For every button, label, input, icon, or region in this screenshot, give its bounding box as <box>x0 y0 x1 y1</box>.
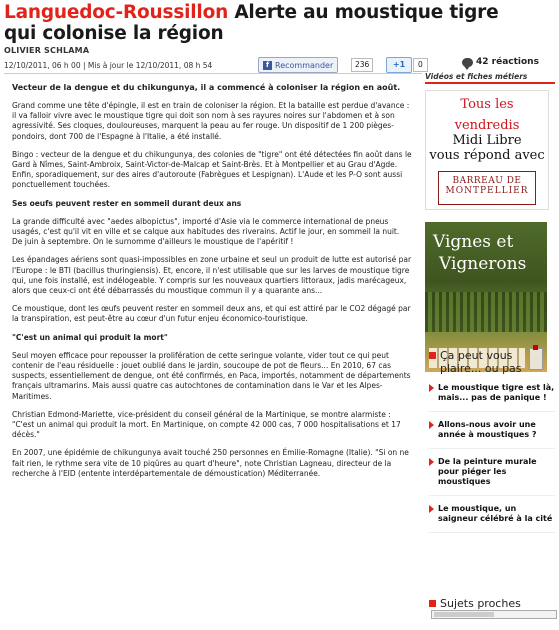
related-item[interactable] <box>429 504 555 533</box>
headline: Alerte au moustique tigre qui colonise la région <box>4 2 499 44</box>
header-divider <box>4 73 422 74</box>
article-title <box>4 2 524 44</box>
reactions-count: 42 réactions <box>476 57 539 67</box>
ad-line: Tous les <box>460 97 514 112</box>
arrow-right-icon <box>429 458 434 466</box>
related-item[interactable] <box>429 383 555 412</box>
article-paragraph: Bingo : vecteur de la dengue et du chikungunya, des colonies de "tigre" ont été détectées fin août dans le Gard à Nîmes, Saint-Ambroix, Saint-Victor-de-Malcap et Saint-Brès. Et à Montpellier et au Grau d'Agde. Enfin, sporadiquement, sur des aires d'autoroute (Fabrègues et Lespignan). L'Aude et les P-O sont aussi ponctuellement touchées. <box>12 149 412 190</box>
vineyard-image <box>425 292 547 332</box>
arrow-right-icon <box>429 505 434 513</box>
horizontal-scrollbar[interactable] <box>431 610 557 619</box>
sidebar <box>425 72 555 372</box>
dateline: 12/10/2011, 06 h 00 | Mis à jour le 12/10/2011, 08 h 54 <box>4 61 213 70</box>
ad-line: vous répond avec <box>429 148 545 163</box>
facebook-recommend-label: Recommander <box>275 60 334 70</box>
red-square-icon <box>429 352 436 359</box>
gplus-button[interactable]: +1 <box>386 57 412 73</box>
article-paragraph: Seul moyen efficace pour repousser la prolifération de cette seringue volante, vider tout ce qui peut contenir de l'eau résiduelle : jouet oublié dans le jardin, soucoupe de pot de fleurs... En 2010, 67 cas suspects, essentiellement de dengue, ont été confirmés, en Paca, importés, notamment de départements français ultramarins. Mais aussi quatre cas autochtones de contamination dans le Var et les Alpes-Maritimes. <box>12 350 411 401</box>
related-item-label: De la peinture murale pour piéger les moustiques <box>438 457 537 486</box>
article-subheading: "C'est un animal qui produit la mort" <box>12 332 168 342</box>
sujets-proches-label: Sujets proches <box>440 597 521 610</box>
ad-title: Vignerons <box>439 254 527 274</box>
region-label[interactable]: Languedoc-Roussillon <box>4 2 229 23</box>
article-paragraph: La grande difficulté avec "aedes albopictus", importé d'Asie via le commerce international de pneus usagés, c'est qu'il vit en ville et se calque aux habitudes des riverains. Actif le jour, en sommeil la nuit. De juin à septembre. On le surnomme d'ailleurs le moustique de l'apéritif ! <box>12 216 400 247</box>
gplus-count: 0 <box>413 58 428 72</box>
red-square-icon <box>429 600 436 607</box>
related-box <box>425 349 555 533</box>
article-lead: Vecteur de la dengue et du chikungunya, il a commencé à coloniser la région en août. <box>12 83 401 92</box>
author-name[interactable]: OLIVIER SCHLAMA <box>4 46 90 55</box>
sidebar-header[interactable]: Vidéos et fiches métiers <box>425 72 555 84</box>
arrow-right-icon <box>429 384 434 392</box>
barreau-logo <box>438 171 536 205</box>
facebook-recommend-button[interactable] <box>258 57 338 73</box>
ad-line: vendredis <box>454 118 520 133</box>
sujets-proches-heading[interactable] <box>429 597 521 610</box>
article-paragraph: Ce moustique, dont les œufs peuvent rester en sommeil deux ans, et qui est attiré par le CO2 dégagé par la transpiration, est peut-être au cœur d'un futur enjeu économico-touristique. <box>12 304 411 324</box>
ad-line: Midi Libre <box>452 133 522 148</box>
midi-libre-ad[interactable] <box>425 90 549 210</box>
comment-bubble-icon <box>462 58 473 67</box>
ad-title: Vignes et <box>433 232 514 252</box>
related-item-label: Allons-nous avoir une année à moustiques ? <box>438 420 537 439</box>
logo-text: MONTPELLIER <box>445 186 529 196</box>
related-item[interactable] <box>429 457 555 496</box>
logo-text: BARREAU DE <box>452 176 522 186</box>
facebook-count: 236 <box>351 58 373 72</box>
scrollbar-thumb[interactable] <box>434 612 494 617</box>
related-title-text: Ça peut vous plaire... ou pas <box>440 349 522 375</box>
article-paragraph: Grand comme une tête d'épingle, il est en train de coloniser la région. Et la bataille est perdue d'avance : il va falloir vivre avec le moustique tigre qui doit son nom à ses rayures noires sur l'abdomen et à son agressivité. Ses cloques, douloureuses, marquent la peau au fer rouge. Un dispositif de 1 200 pièges-pondoirs, dont 700 de l'Espagne à l'Italie, a été installé. <box>12 101 410 141</box>
article-subheading: Ses oeufs peuvent rester en sommeil durant deux ans <box>12 198 242 208</box>
arrow-right-icon <box>429 421 434 429</box>
article-paragraph: Christian Edmond-Mariette, vice-président du conseil général de la Martinique, se montre alarmiste : "C'est un animal qui produit la mort. En Martinique, on compte 42 000 cas, 7 000 hospitalisations et 17 décès." <box>12 409 401 440</box>
related-title <box>429 349 555 375</box>
facebook-icon: f <box>263 61 272 70</box>
article-paragraph: Les épandages aériens sont quasi-impossibles en zone urbaine et seul un produit de lutte est autorisé par l'Europe : le BTI (bacillus thuringiensis). Et, encore, il n'est utilisable que sur les larves de moustique tigre qui, une fois installé, est indélogeable. Y compris sur les nouveaux quartiers littoraux, jadis marécageux, alors que ceux-ci ont été débarrassés du moustique commun il y a quarante ans... <box>12 255 412 296</box>
related-item[interactable] <box>429 420 555 449</box>
related-item-label: Le moustique tigre est là, mais... pas de panique ! <box>438 383 555 402</box>
reactions-link[interactable] <box>462 57 539 67</box>
article-body <box>12 82 412 487</box>
article-paragraph: En 2007, une épidémie de chikungunya avait touché 250 personnes en Émilie-Romagne (Italie). "Si on ne fait rien, le rythme sera vite de 10 piqûres au quart d'heure", note Christian Lagneau, directeur de la recherche à l'EID (entente interdépartementale de démoustication) Méditerranée. <box>12 448 409 478</box>
related-item-label: Le moustique, un saigneur célébré à la cité <box>438 504 553 523</box>
